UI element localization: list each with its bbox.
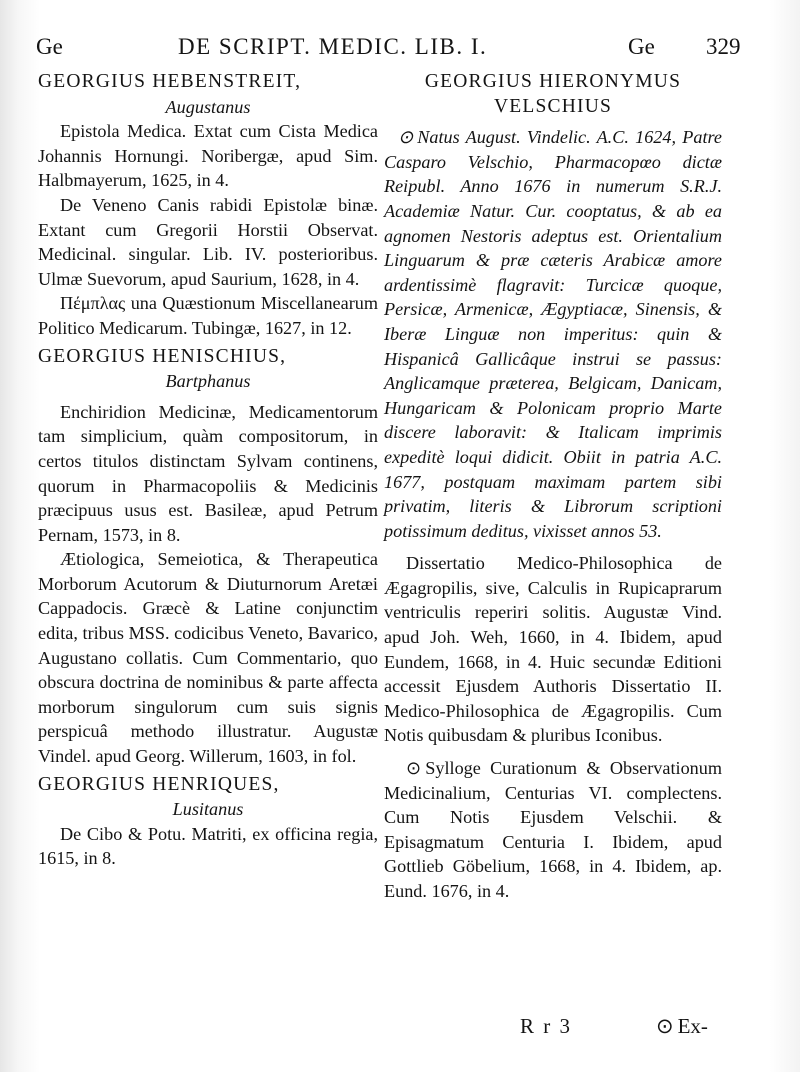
bib-entry: Dissertatio Medico-Philosophica de Ægagropilis, sive, Calculis in Rupicaprarum ventriculis reperiri solitis. Augustæ Vind. apud Joh. Weh, 1660, in 4. Ibidem, apud Eundem, 1668, in 4. Huic secundæ Editioni accessit Ejusdem Authoris Dissertatio II. Medico-Philosophica de Ægagropilis. Cum Notis quibusdam & pluribus Iconibus. [384,553,722,746]
bib-entry: De Cibo & Potu. Matriti, ex officina regia, 1615, in 8. [38,823,378,869]
right-guide-word: Ge [628,34,655,59]
author-biography [384,125,722,543]
author-heading-henriques: GEORGIUS HENRIQUES, [38,773,280,795]
left-guide-word: Ge [36,34,63,59]
bib-entry [384,756,722,904]
author-heading-henischius: GEORGIUS HENISCHIUS, [38,345,287,367]
bib-entry-text: Sylloge Curationum & Observationum Medicinalium, Centurias VI. complectens. Cum Notis Ejusdem Velschii. & Episagmatum Centuria I. Ibidem, apud Gottlieb Göbelium, 1668, in 4. Ibidem, ap. Eund. 1676, in 4. [384,758,722,901]
bib-entry: Πέμπλας una Quæstionum Miscellanearum Politico Medicarum. Tubingæ, 1627, in 12. [38,293,378,338]
author-heading-hebenstreit: GEORGIUS HEBENSTREIT, [38,71,302,92]
right-column [384,70,722,904]
bib-entry: Enchiridion Medicinæ, Medicamentorum tam simplicium, quàm compositorum, in certos titulos distinctam Sylvam continens, quorum in Pharmacopoliis & Medicinis præcipuus usus est. Basileæ, apud Petrum Pernam, 1573, in 8. [38,401,378,545]
sun-symbol-icon: ⊙ [406,758,422,779]
author-origin-henischius: Bartphanus [165,371,251,392]
author-heading-velschius-line2: VELSCHIUS [493,95,613,117]
sun-symbol-icon: ⊙ [656,1014,674,1038]
author-origin-henriques: Lusitanus [172,799,244,820]
left-column [38,70,378,871]
page-footer [380,1008,740,1048]
page-number: 329 [706,34,741,59]
bib-entry: Epistola Medica. Extat cum Cista Medica Johannis Hornungi. Noribergæ, apud Sim. Halbmayerum, 1625, in 4. [38,121,378,191]
bib-entry: De Veneno Canis rabidi Epistolæ binæ. Extant cum Gregorii Horstii Observat. Medicinal. singular. Lib. IV. posterioribus. Ulmæ Suevorum, apud Saurium, 1628, in 4. [38,194,378,289]
catchword-text: Ex- [677,1014,708,1038]
signature-mark: R r 3 [520,1014,572,1038]
author-heading-velschius-line1: GEORGIUS HIERONYMUS [424,71,682,92]
running-title: DE SCRIPT. MEDIC. LIB. I. [178,34,488,59]
biography-text: Natus August. Vindelic. A.C. 1624, Patre Casparo Velschio, Pharmacopœo dictæ Reipubl. Anno 1676 in numerum S.R.J. Academiæ Natur. Cur. cooptatus, & ab ea agnomen Nestoris adeptus est. Orientalium Linguarum & præ cæteris Arabicæ amore ardentissimè flagravit: Turcicæ quoque, Persicæ, Armenicæ, Ægyptiacæ, Sinensis, & Iberæ Linguæ non imperitus: quin & Hispanicâ Gallicâque instrui se passus: Anglicamque præterea, Belgicam, Danicam, Hungaricam & Polonicam proprio Marte discere laboravit: & Italicam imprimis expeditè loqui didicit. Obiit in patria A.C. 1677, postquam maximam partem sibi privatim, literis & Librorum scriptioni potissimum deditus, vixisset annos 53. [384,127,722,541]
sun-symbol-icon: ⊙ [398,127,414,148]
catchword [656,1014,708,1039]
author-origin-hebenstreit: Augustanus [165,96,251,117]
bib-entry: Ætiologica, Semeiotica, & Therapeutica Morborum Acutorum & Diuturnorum Aretæi Cappadocis. Græcè & Latine conjunctim edita, tribus MSS. codicibus Veneto, Bavarico, Augustano collatis. Cum Commentario, quo obscura doctrina de nominibus & parte affecta morborum singulorum cum suis signis perspicuâ methodo illustratur. Augustæ Vindel. apud Georg. Willerum, 1603, in fol. [38,549,378,767]
running-head [28,28,768,68]
